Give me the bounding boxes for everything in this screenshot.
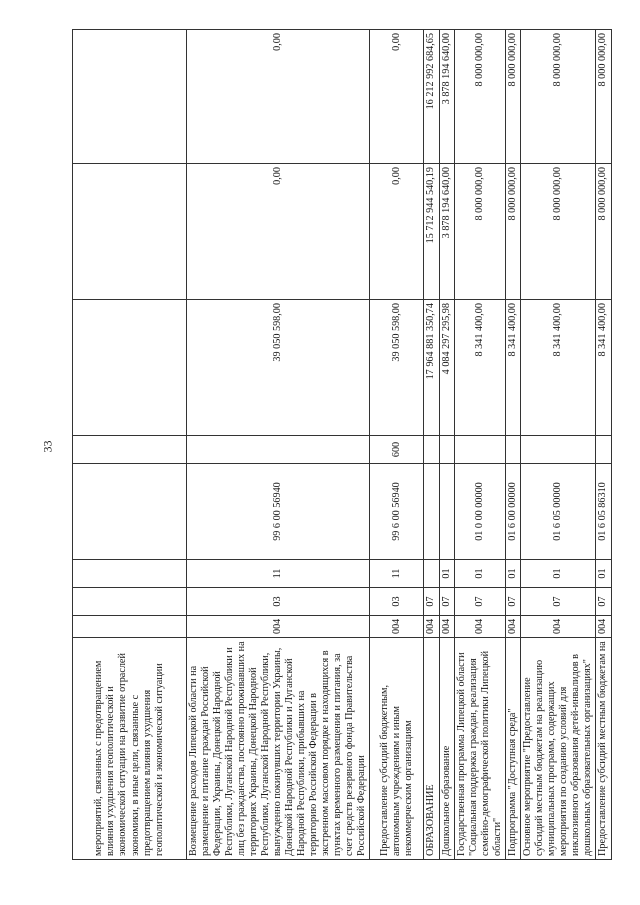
cell-vr	[505, 436, 520, 464]
table-row	[73, 30, 187, 860]
cell-sum3: 16 212 992 684,65	[424, 30, 439, 164]
cell-glava: 004	[439, 616, 454, 638]
document-page	[72, 30, 609, 860]
cell-sum1	[73, 300, 187, 436]
cell-sum1: 8 341 400,00	[505, 300, 520, 436]
table-row	[454, 30, 505, 860]
table-row	[505, 30, 520, 860]
cell-sum2: 0,00	[187, 164, 370, 300]
cell-sum2: 8 000 000,00	[595, 164, 611, 300]
cell-rz	[73, 588, 187, 616]
cell-name: Государственная программа Липецкой области "Социальная поддержка граждан, реализация семейно-демографической политики Липецкой области"	[454, 638, 505, 860]
cell-sum2: 15 712 944 540,19	[424, 164, 439, 300]
cell-vr	[520, 436, 595, 464]
cell-rz: 07	[454, 588, 505, 616]
cell-sum1: 39 050 598,00	[187, 300, 370, 436]
cell-pr: 01	[595, 560, 611, 588]
cell-vr	[73, 436, 187, 464]
cell-vr	[595, 436, 611, 464]
cell-pr: 11	[370, 560, 424, 588]
cell-pr: 01	[439, 560, 454, 588]
cell-glava: 004	[595, 616, 611, 638]
cell-vr	[439, 436, 454, 464]
cell-sum3: 8 000 000,00	[520, 30, 595, 164]
cell-sum1: 4 084 297 295,98	[439, 300, 454, 436]
cell-rz: 07	[424, 588, 439, 616]
cell-rz: 07	[439, 588, 454, 616]
cell-sum2	[73, 164, 187, 300]
cell-sum3: 8 000 000,00	[595, 30, 611, 164]
cell-csr: 01 6 00 00000	[505, 464, 520, 560]
table-row	[520, 30, 595, 860]
cell-rz: 07	[595, 588, 611, 616]
budget-table	[72, 29, 612, 860]
cell-sum1: 39 050 598,00	[370, 300, 424, 436]
table-row	[595, 30, 611, 860]
cell-pr	[73, 560, 187, 588]
cell-vr	[187, 436, 370, 464]
cell-sum3: 0,00	[187, 30, 370, 164]
cell-sum2: 0,00	[370, 164, 424, 300]
cell-sum3: 0,00	[370, 30, 424, 164]
table-body	[73, 30, 612, 860]
table-row	[370, 30, 424, 860]
cell-sum1: 17 964 881 350,74	[424, 300, 439, 436]
cell-name: мероприятий, связанных с предотвращением влияния ухудшения геополитической и экономической ситуации на развитие отраслей экономики, в иные цели, связанные с предотвращением влияния ухудшения геополитической и экономической ситуации	[73, 638, 187, 860]
cell-name: ОБРАЗОВАНИЕ	[424, 638, 439, 860]
cell-name: Основное мероприятие "Предоставление субсидий местным бюджетам на реализацию муниципальных программ, содержащих мероприятия по созданию условий для инклюзивного образования детей-инвалидов в дошкольных образовательных организациях"	[520, 638, 595, 860]
cell-name: Предоставление субсидий местным бюджетам на	[595, 638, 611, 860]
cell-csr: 99 6 00 56940	[370, 464, 424, 560]
cell-glava: 004	[520, 616, 595, 638]
cell-sum2: 8 000 000,00	[505, 164, 520, 300]
cell-glava: 004	[187, 616, 370, 638]
cell-sum3: 3 878 194 640,00	[439, 30, 454, 164]
table-row	[439, 30, 454, 860]
rotated-table-container	[72, 30, 609, 860]
cell-sum1: 8 341 400,00	[454, 300, 505, 436]
cell-csr: 01 6 05 86310	[595, 464, 611, 560]
cell-glava: 004	[505, 616, 520, 638]
cell-name: Предоставление субсидий бюджетным, автономным учреждениям и иным некоммерческим организациям	[370, 638, 424, 860]
cell-rz: 03	[370, 588, 424, 616]
cell-sum3: 8 000 000,00	[454, 30, 505, 164]
cell-csr	[73, 464, 187, 560]
cell-sum1: 8 341 400,00	[595, 300, 611, 436]
cell-pr: 01	[505, 560, 520, 588]
cell-glava: 004	[370, 616, 424, 638]
cell-csr	[439, 464, 454, 560]
cell-rz: 07	[520, 588, 595, 616]
cell-rz: 03	[187, 588, 370, 616]
cell-glava: 004	[454, 616, 505, 638]
cell-glava: 004	[424, 616, 439, 638]
cell-name: Возмещение расходов Липецкой области на размещение и питание граждан Российской Федерации, Украины, Донецкой Народной Республики, Луганской Народной Республики и лиц без гражданства, постоянно проживавших на территориях Украины, Донецкой Народной Республики, Луганской Народной Республики, вынужденно покинувших территории Украины, Донецкой Народной Республики и Луганской Народной Республики, прибывших на территорию Российской Федерации в экстренном массовом порядке и находящихся в пунктах временного размещения и питания, за счет средств резервного фонда Правительства Российской Федерации	[187, 638, 370, 860]
cell-vr	[424, 436, 439, 464]
cell-pr: 11	[187, 560, 370, 588]
cell-glava	[73, 616, 187, 638]
cell-csr	[424, 464, 439, 560]
cell-vr	[454, 436, 505, 464]
cell-sum3: 8 000 000,00	[505, 30, 520, 164]
cell-name: Дошкольное образование	[439, 638, 454, 860]
table-row	[424, 30, 439, 860]
cell-vr: 600	[370, 436, 424, 464]
cell-rz: 07	[505, 588, 520, 616]
cell-pr: 01	[454, 560, 505, 588]
cell-sum2: 8 000 000,00	[520, 164, 595, 300]
page-number: 33	[40, 440, 55, 453]
table-row	[187, 30, 370, 860]
cell-csr: 01 6 05 00000	[520, 464, 595, 560]
cell-pr: 01	[520, 560, 595, 588]
cell-csr: 99 6 00 56940	[187, 464, 370, 560]
cell-pr	[424, 560, 439, 588]
cell-name: Подпрограмма "Доступная среда"	[505, 638, 520, 860]
cell-csr: 01 0 00 00000	[454, 464, 505, 560]
cell-sum2: 8 000 000,00	[454, 164, 505, 300]
cell-sum1: 8 341 400,00	[520, 300, 595, 436]
cell-sum3	[73, 30, 187, 164]
cell-sum2: 3 878 194 640,00	[439, 164, 454, 300]
